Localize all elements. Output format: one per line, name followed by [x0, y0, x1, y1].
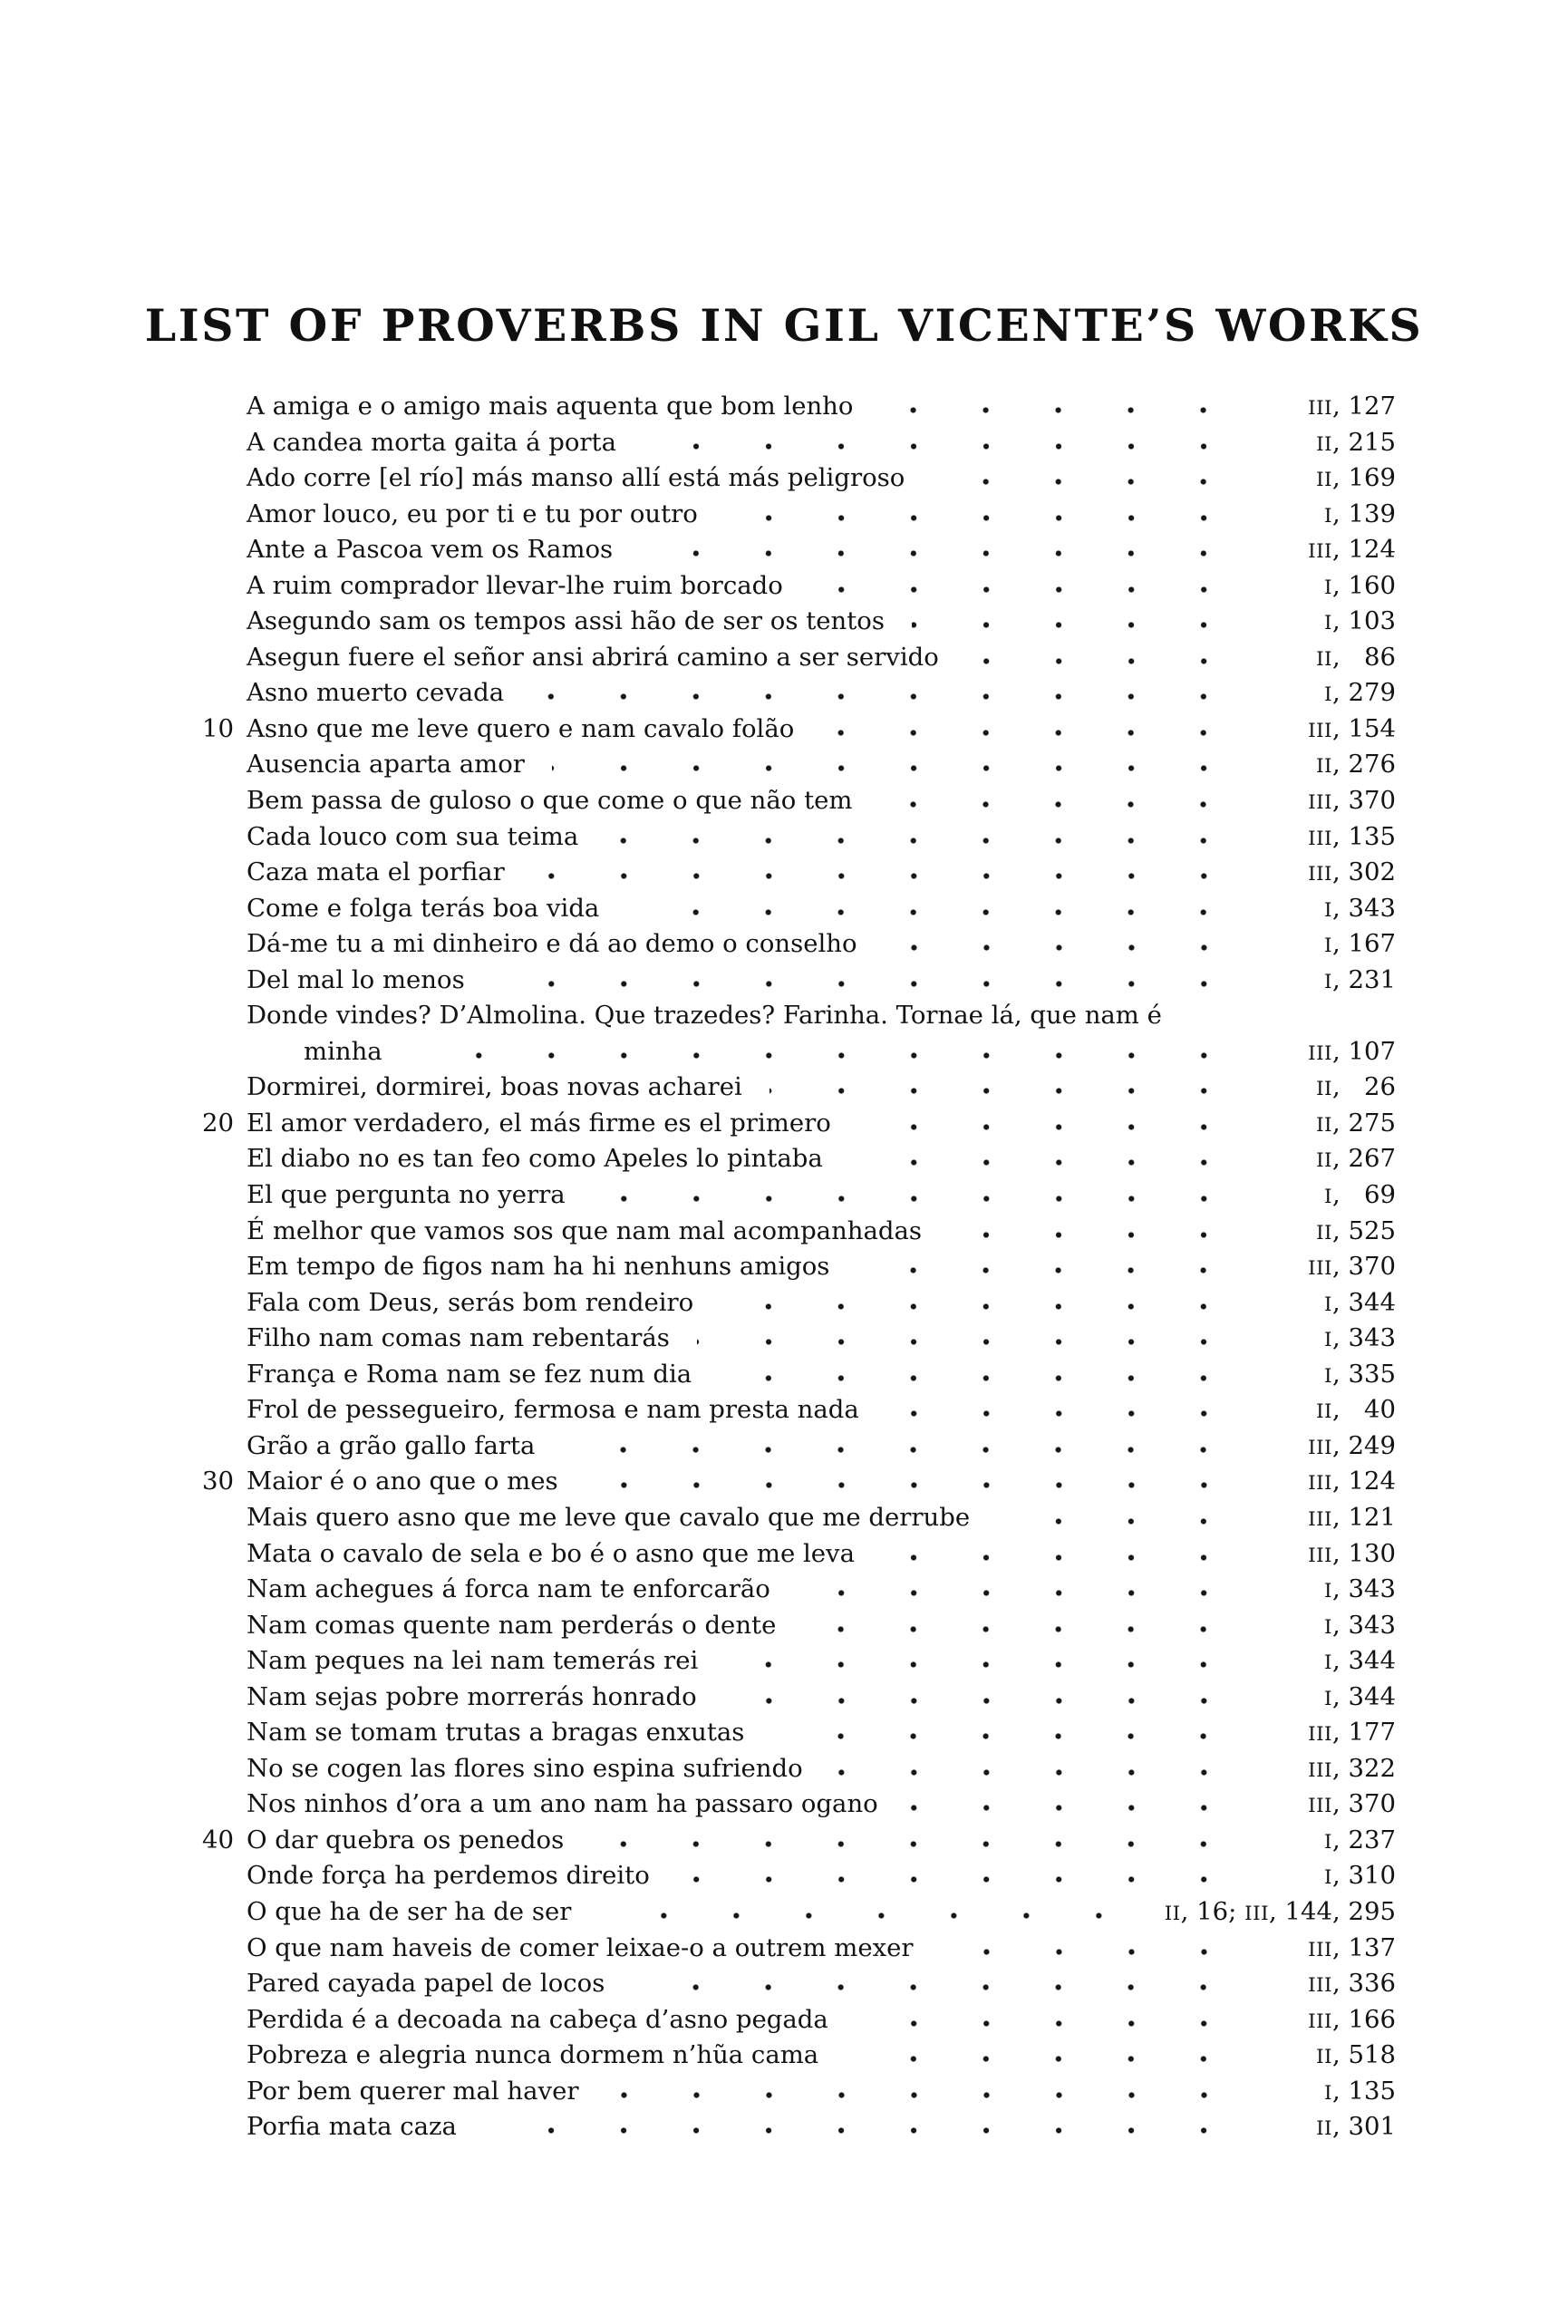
volume-page-ref: III, 135 — [1308, 821, 1396, 851]
proverb-row — [193, 1574, 1396, 1611]
leader-dots — [997, 1517, 1245, 1525]
leader-dots — [857, 1266, 1245, 1274]
proverb-text: Asegundo sam os tempos assi hão de ser os tentos — [247, 606, 885, 636]
volume-numeral: II — [1316, 1149, 1333, 1173]
proverb-text: Dormirei, dormirei, boas novas acharei — [247, 1072, 742, 1102]
proverb-text: Asegun fuere el señor ansi abrirá camino a ser servido — [247, 642, 939, 672]
proverb-text: Ausencia aparta amor — [247, 750, 525, 780]
leader-dots — [941, 1948, 1245, 1956]
proverb-row — [193, 965, 1396, 1002]
volume-numeral: III — [1308, 1507, 1333, 1531]
proverb-row — [193, 1180, 1396, 1216]
leader-dots — [591, 1840, 1245, 1848]
volume-numeral: I — [1324, 934, 1333, 958]
volume-numeral: III — [1308, 863, 1333, 886]
proverb-row — [193, 678, 1396, 714]
proverb-row — [193, 1503, 1396, 1539]
volume-page-ref: I, 231 — [1324, 964, 1396, 994]
leader-dots — [856, 2019, 1245, 2028]
volume-page-ref: II, 40 — [1316, 1395, 1396, 1425]
leader-dots — [598, 1912, 1140, 1920]
proverb-row — [193, 1933, 1396, 1970]
proverb-row — [193, 2077, 1396, 2113]
volume-numeral: II — [1316, 1113, 1333, 1137]
proverb-text: Nam se tomam trutas a bragas enxutas — [247, 1718, 745, 1748]
proverb-row — [193, 786, 1396, 822]
proverb-row — [193, 1288, 1396, 1324]
volume-numeral: II — [1316, 432, 1333, 456]
proverb-row — [193, 606, 1396, 643]
proverb-row — [193, 2040, 1396, 2077]
volume-numeral: III — [1308, 827, 1333, 850]
volume-numeral: III — [1308, 791, 1333, 815]
proverb-text: Por bem querer mal haver — [247, 2076, 579, 2106]
leader-dots — [532, 872, 1245, 880]
proverb-text: O que ha de ser ha de ser — [247, 1896, 572, 1926]
volume-numeral: II — [1316, 755, 1333, 779]
proverb-row — [193, 1467, 1396, 1503]
volume-numeral: I — [1324, 1364, 1333, 1388]
leader-dots — [606, 2091, 1246, 2099]
proverb-row — [193, 1323, 1396, 1360]
volume-page-ref: I, 279 — [1324, 678, 1396, 708]
volume-numeral: III — [1308, 719, 1333, 742]
proverb-row — [193, 1216, 1396, 1253]
volume-page-ref: I, 344 — [1324, 1681, 1396, 1711]
proverb-text: Em tempo de figos nam ha hi nenhuns amigos — [247, 1252, 830, 1282]
volume-numeral: II — [1316, 2046, 1333, 2069]
proverb-text: Ado corre [el río] más manso allí está más peligroso — [247, 463, 905, 493]
proverb-text: Nam achegues á forca nam te enforcarão — [247, 1574, 770, 1604]
proverb-text: Nam comas quente nam perderás o dente — [247, 1610, 777, 1640]
volume-page-ref: I, 343 — [1324, 1574, 1396, 1604]
volume-page-ref: II, 525 — [1316, 1215, 1396, 1245]
leader-dots — [966, 657, 1245, 665]
volume-page-ref: III, 249 — [1308, 1430, 1396, 1460]
leader-dots — [885, 944, 1245, 952]
volume-page-ref: I, 335 — [1324, 1359, 1396, 1389]
volume-numeral: II — [1316, 469, 1333, 492]
leader-dots — [810, 586, 1245, 594]
leader-dots — [846, 2055, 1245, 2063]
volume-page-ref: I, 103 — [1324, 606, 1396, 636]
proverb-row — [193, 1109, 1396, 1145]
row-number: 30 — [202, 1467, 234, 1496]
proverb-row — [193, 1897, 1396, 1933]
volume-numeral: III — [1308, 1758, 1333, 1782]
proverb-text: A amiga e o amigo mais aquenta que bom lenho — [247, 392, 854, 421]
leader-dots — [880, 406, 1245, 414]
volume-page-ref: II, 16; III, 144, 295 — [1164, 1896, 1396, 1926]
leader-dots — [724, 1697, 1245, 1705]
volume-numeral: III — [1308, 1436, 1333, 1459]
leader-dots — [932, 478, 1245, 486]
volume-page-ref: II, 86 — [1316, 642, 1396, 672]
volume-numeral: III — [1308, 1795, 1333, 1818]
volume-page-ref: III, 154 — [1308, 713, 1396, 743]
volume-page-ref: I, 344 — [1324, 1287, 1396, 1317]
proverb-text: A candea morta gaita á porta — [247, 427, 616, 457]
proverb-text: Donde vindes? D’Almolina. Que trazedes? Farinha. Tornae lá, que nam é — [247, 1001, 1162, 1031]
proverb-row — [193, 1682, 1396, 1719]
proverb-row — [193, 1395, 1396, 1431]
volume-numeral: II — [1316, 647, 1333, 671]
volume-page-ref: III, 137 — [1308, 1932, 1396, 1962]
volume-page-ref: I, 237 — [1324, 1825, 1396, 1854]
proverb-text: Maior é o ano que o mes — [247, 1467, 558, 1496]
volume-numeral: I — [1324, 1329, 1333, 1352]
volume-numeral: I — [1324, 612, 1333, 635]
leader-dots — [640, 549, 1245, 557]
proverb-row — [193, 1144, 1396, 1180]
page-title: LIST OF PROVERBS IN GIL VICENTE’S WORKS — [144, 299, 1424, 352]
proverb-text: Grão a grão gallo farta — [247, 1430, 536, 1460]
proverb-row — [193, 2005, 1396, 2041]
proverb-text: Dá-me tu a mi dinheiro e dá ao demo o conselho — [247, 929, 857, 959]
leader-dots — [725, 1661, 1245, 1669]
leader-dots — [697, 1338, 1245, 1346]
volume-numeral: III — [1308, 1472, 1333, 1496]
proverb-text: Del mal lo menos — [247, 964, 465, 994]
volume-page-ref: III, 124 — [1308, 1467, 1396, 1496]
leader-dots — [769, 1087, 1245, 1095]
proverb-text: Mata o cavalo de sela e bo é o asno que me leva — [247, 1538, 855, 1568]
volume-numeral: I — [1324, 1651, 1333, 1675]
leader-dots — [484, 2126, 1245, 2135]
proverb-row — [193, 1718, 1396, 1754]
leader-dots — [721, 1302, 1245, 1311]
proverb-text: Frol de pessegueiro, fermosa e nam presta nada — [247, 1395, 859, 1425]
row-number: 20 — [202, 1108, 234, 1138]
proverb-text: Pared cayada papel de locos — [247, 1969, 605, 1999]
proverb-row — [193, 822, 1396, 858]
leader-dots — [492, 980, 1245, 988]
leader-dots — [719, 1374, 1245, 1382]
volume-page-ref: III, 370 — [1308, 786, 1396, 816]
proverb-text: No se cogen las flores sino espina sufriendo — [247, 1753, 803, 1783]
proverb-text: Nos ninhos d’ora a um ano nam ha passaro ogano — [247, 1789, 878, 1819]
volume-page-ref: III, 322 — [1308, 1753, 1396, 1783]
proverb-row — [193, 535, 1396, 571]
volume-page-ref: III, 130 — [1308, 1538, 1396, 1568]
volume-numeral: III — [1308, 1938, 1333, 1961]
volume-page-ref: III, 107 — [1308, 1036, 1396, 1066]
proverb-text: El diabo no es tan feo como Apeles lo pintaba — [247, 1144, 823, 1174]
volume-page-ref: III, 177 — [1308, 1718, 1396, 1748]
proverb-text: Nam peques na lei nam temerás rei — [247, 1646, 699, 1676]
volume-numeral: I — [1324, 1615, 1333, 1639]
proverb-text: Ante a Pascoa vem os Ramos — [247, 535, 614, 565]
leader-dots — [886, 1409, 1245, 1418]
proverb-row — [193, 1611, 1396, 1647]
volume-page-ref: I, 343 — [1324, 1610, 1396, 1640]
leader-dots — [879, 800, 1245, 809]
volume-numeral: I — [1324, 898, 1333, 922]
volume-numeral: II — [1316, 1400, 1333, 1424]
proverb-text: Pobreza e alegria nunca dormem n’hũa cama — [247, 2040, 819, 2070]
volume-page-ref: III, 370 — [1308, 1252, 1396, 1282]
proverb-text: Come e folga terás boa vida — [247, 893, 600, 923]
volume-page-ref: I, 344 — [1324, 1646, 1396, 1676]
row-number: 10 — [202, 713, 234, 743]
leader-dots — [798, 1589, 1245, 1597]
volume-page-ref: II, 301 — [1316, 2112, 1396, 2142]
proverb-text: França e Roma nam se fez num dia — [247, 1359, 692, 1389]
proverb-row — [193, 1072, 1396, 1109]
proverb-text: Asno que me leve quero e nam cavalo folão — [247, 713, 795, 743]
volume-numeral: III — [1308, 1974, 1333, 1998]
proverb-row — [193, 1037, 1396, 1073]
volume-numeral: III — [1244, 1902, 1270, 1925]
volume-page-ref: II, 215 — [1316, 427, 1396, 457]
leader-dots — [644, 442, 1245, 450]
proverb-row — [193, 428, 1396, 464]
volume-page-ref: II, 275 — [1316, 1108, 1396, 1138]
proverb-text: Nam sejas pobre morrerás honrado — [247, 1681, 697, 1711]
proverb-text: Perdida é a decoada na cabeça d’asno pegada — [247, 2004, 828, 2034]
volume-numeral: I — [1324, 1866, 1333, 1890]
proverb-row — [193, 857, 1396, 894]
leader-dots — [850, 1158, 1245, 1167]
volume-numeral: I — [1324, 1293, 1333, 1316]
leader-dots — [410, 1051, 1245, 1060]
proverb-row — [193, 463, 1396, 499]
volume-numeral: I — [1324, 1580, 1333, 1603]
proverb-text: Mais quero asno que me leve que cavalo que me derrube — [247, 1502, 971, 1532]
leader-dots — [905, 1804, 1245, 1812]
leader-dots — [586, 1481, 1245, 1489]
proverb-text: Onde força ha perdemos direito — [247, 1861, 650, 1891]
leader-dots — [593, 1195, 1245, 1203]
proverb-row — [193, 2112, 1396, 2148]
volume-page-ref: I, 69 — [1324, 1180, 1396, 1210]
volume-page-ref: III, 336 — [1308, 1969, 1396, 1999]
proverb-text: Filho nam comas nam rebentarás — [247, 1323, 670, 1353]
leader-dots — [949, 1231, 1245, 1239]
leader-dots — [605, 837, 1245, 845]
proverb-row — [193, 1861, 1396, 1897]
leader-dots — [771, 1732, 1245, 1740]
proverb-text: Asno muerto cevada — [247, 678, 505, 708]
leader-dots — [552, 764, 1245, 772]
volume-page-ref: III, 127 — [1308, 392, 1396, 421]
leader-dots — [677, 1875, 1245, 1883]
proverb-row — [193, 1001, 1396, 1037]
volume-page-ref: II, 169 — [1316, 463, 1396, 493]
volume-page-ref: I, 160 — [1324, 570, 1396, 600]
volume-numeral: I — [1324, 1687, 1333, 1710]
proverb-text: Bem passa de guloso o que come o que não tem — [247, 786, 853, 816]
proverb-row — [193, 750, 1396, 786]
proverb-row — [193, 1969, 1396, 2005]
volume-page-ref: II, 276 — [1316, 750, 1396, 780]
proverb-row — [193, 1539, 1396, 1575]
volume-numeral: III — [1308, 1041, 1333, 1065]
proverb-text: Porfia mata caza — [247, 2112, 457, 2142]
volume-page-ref: II, 518 — [1316, 2040, 1396, 2070]
volume-numeral: I — [1324, 576, 1333, 599]
proverb-row — [193, 571, 1396, 607]
volume-numeral: II — [1164, 1902, 1181, 1925]
proverb-text: A ruim comprador llevar-lhe ruim borcado — [247, 570, 783, 600]
proverb-row — [193, 714, 1396, 750]
volume-page-ref: I, 139 — [1324, 499, 1396, 528]
proverb-row — [193, 1825, 1396, 1862]
volume-page-ref: III, 370 — [1308, 1789, 1396, 1819]
proverb-text: El amor verdadero, el más firme es el primero — [247, 1108, 831, 1138]
proverb-row — [193, 1646, 1396, 1682]
leader-dots — [882, 1554, 1245, 1562]
leader-dots — [803, 1625, 1245, 1633]
proverb-row — [193, 929, 1396, 965]
proverb-text: Amor louco, eu por ti e tu por outro — [247, 499, 698, 528]
proverbs-list — [193, 392, 1396, 2148]
proverb-row — [193, 643, 1396, 679]
volume-numeral: I — [1324, 1186, 1333, 1209]
leader-dots — [858, 1123, 1245, 1131]
volume-page-ref: I, 167 — [1324, 929, 1396, 959]
volume-numeral: II — [1316, 2117, 1333, 2141]
proverb-text: O dar quebra os penedos — [247, 1825, 565, 1854]
leader-dots — [626, 908, 1245, 916]
volume-page-ref: III, 121 — [1308, 1502, 1396, 1532]
proverb-text: Fala com Deus, serás bom rendeiro — [247, 1287, 694, 1317]
volume-page-ref: III, 166 — [1308, 2004, 1396, 2034]
volume-numeral: I — [1324, 2081, 1333, 2105]
volume-page-ref: I, 135 — [1324, 2076, 1396, 2106]
proverb-row — [193, 894, 1396, 930]
leader-dots — [725, 514, 1245, 522]
leader-dots — [632, 1983, 1245, 1991]
volume-numeral: II — [1316, 1221, 1333, 1244]
volume-numeral: I — [1324, 970, 1333, 993]
proverb-row — [193, 1360, 1396, 1396]
leader-dots — [562, 1446, 1245, 1454]
volume-numeral: I — [1324, 683, 1333, 707]
volume-numeral: III — [1308, 540, 1333, 564]
volume-page-ref: I, 343 — [1324, 1323, 1396, 1353]
volume-numeral: III — [1308, 2009, 1333, 2033]
proverb-text: minha — [304, 1036, 382, 1066]
proverb-text: É melhor que vamos sos que nam mal acompanhadas — [247, 1215, 923, 1245]
volume-numeral: III — [1308, 1723, 1333, 1747]
proverb-text: Cada louco com sua teima — [247, 821, 579, 851]
volume-page-ref: II, 26 — [1316, 1072, 1396, 1102]
volume-page-ref: III, 302 — [1308, 857, 1396, 887]
proverb-row — [193, 1754, 1396, 1790]
proverb-row — [193, 1789, 1396, 1825]
row-number: 40 — [202, 1825, 234, 1854]
volume-page-ref: II, 267 — [1316, 1144, 1396, 1174]
proverb-row — [193, 1252, 1396, 1288]
volume-numeral: III — [1308, 1544, 1333, 1567]
volume-page-ref: I, 310 — [1324, 1861, 1396, 1891]
proverb-row — [193, 1431, 1396, 1467]
proverb-text: Caza mata el porfiar — [247, 857, 505, 887]
volume-numeral: I — [1324, 504, 1333, 528]
volume-numeral: I — [1324, 1830, 1333, 1854]
proverb-text: O que nam haveis de comer leixae-o a outrem mexer — [247, 1932, 914, 1962]
volume-page-ref: I, 343 — [1324, 893, 1396, 923]
proverb-text: El que pergunta no yerra — [247, 1180, 566, 1210]
volume-numeral: III — [1308, 397, 1333, 420]
leader-dots — [531, 692, 1245, 701]
leader-dots — [912, 621, 1245, 629]
volume-numeral: II — [1316, 1078, 1333, 1101]
leader-dots — [830, 1768, 1245, 1777]
leader-dots — [821, 729, 1245, 737]
proverb-row — [193, 392, 1396, 428]
proverb-row — [193, 499, 1396, 536]
volume-page-ref: III, 124 — [1308, 535, 1396, 565]
volume-numeral: III — [1308, 1257, 1333, 1281]
